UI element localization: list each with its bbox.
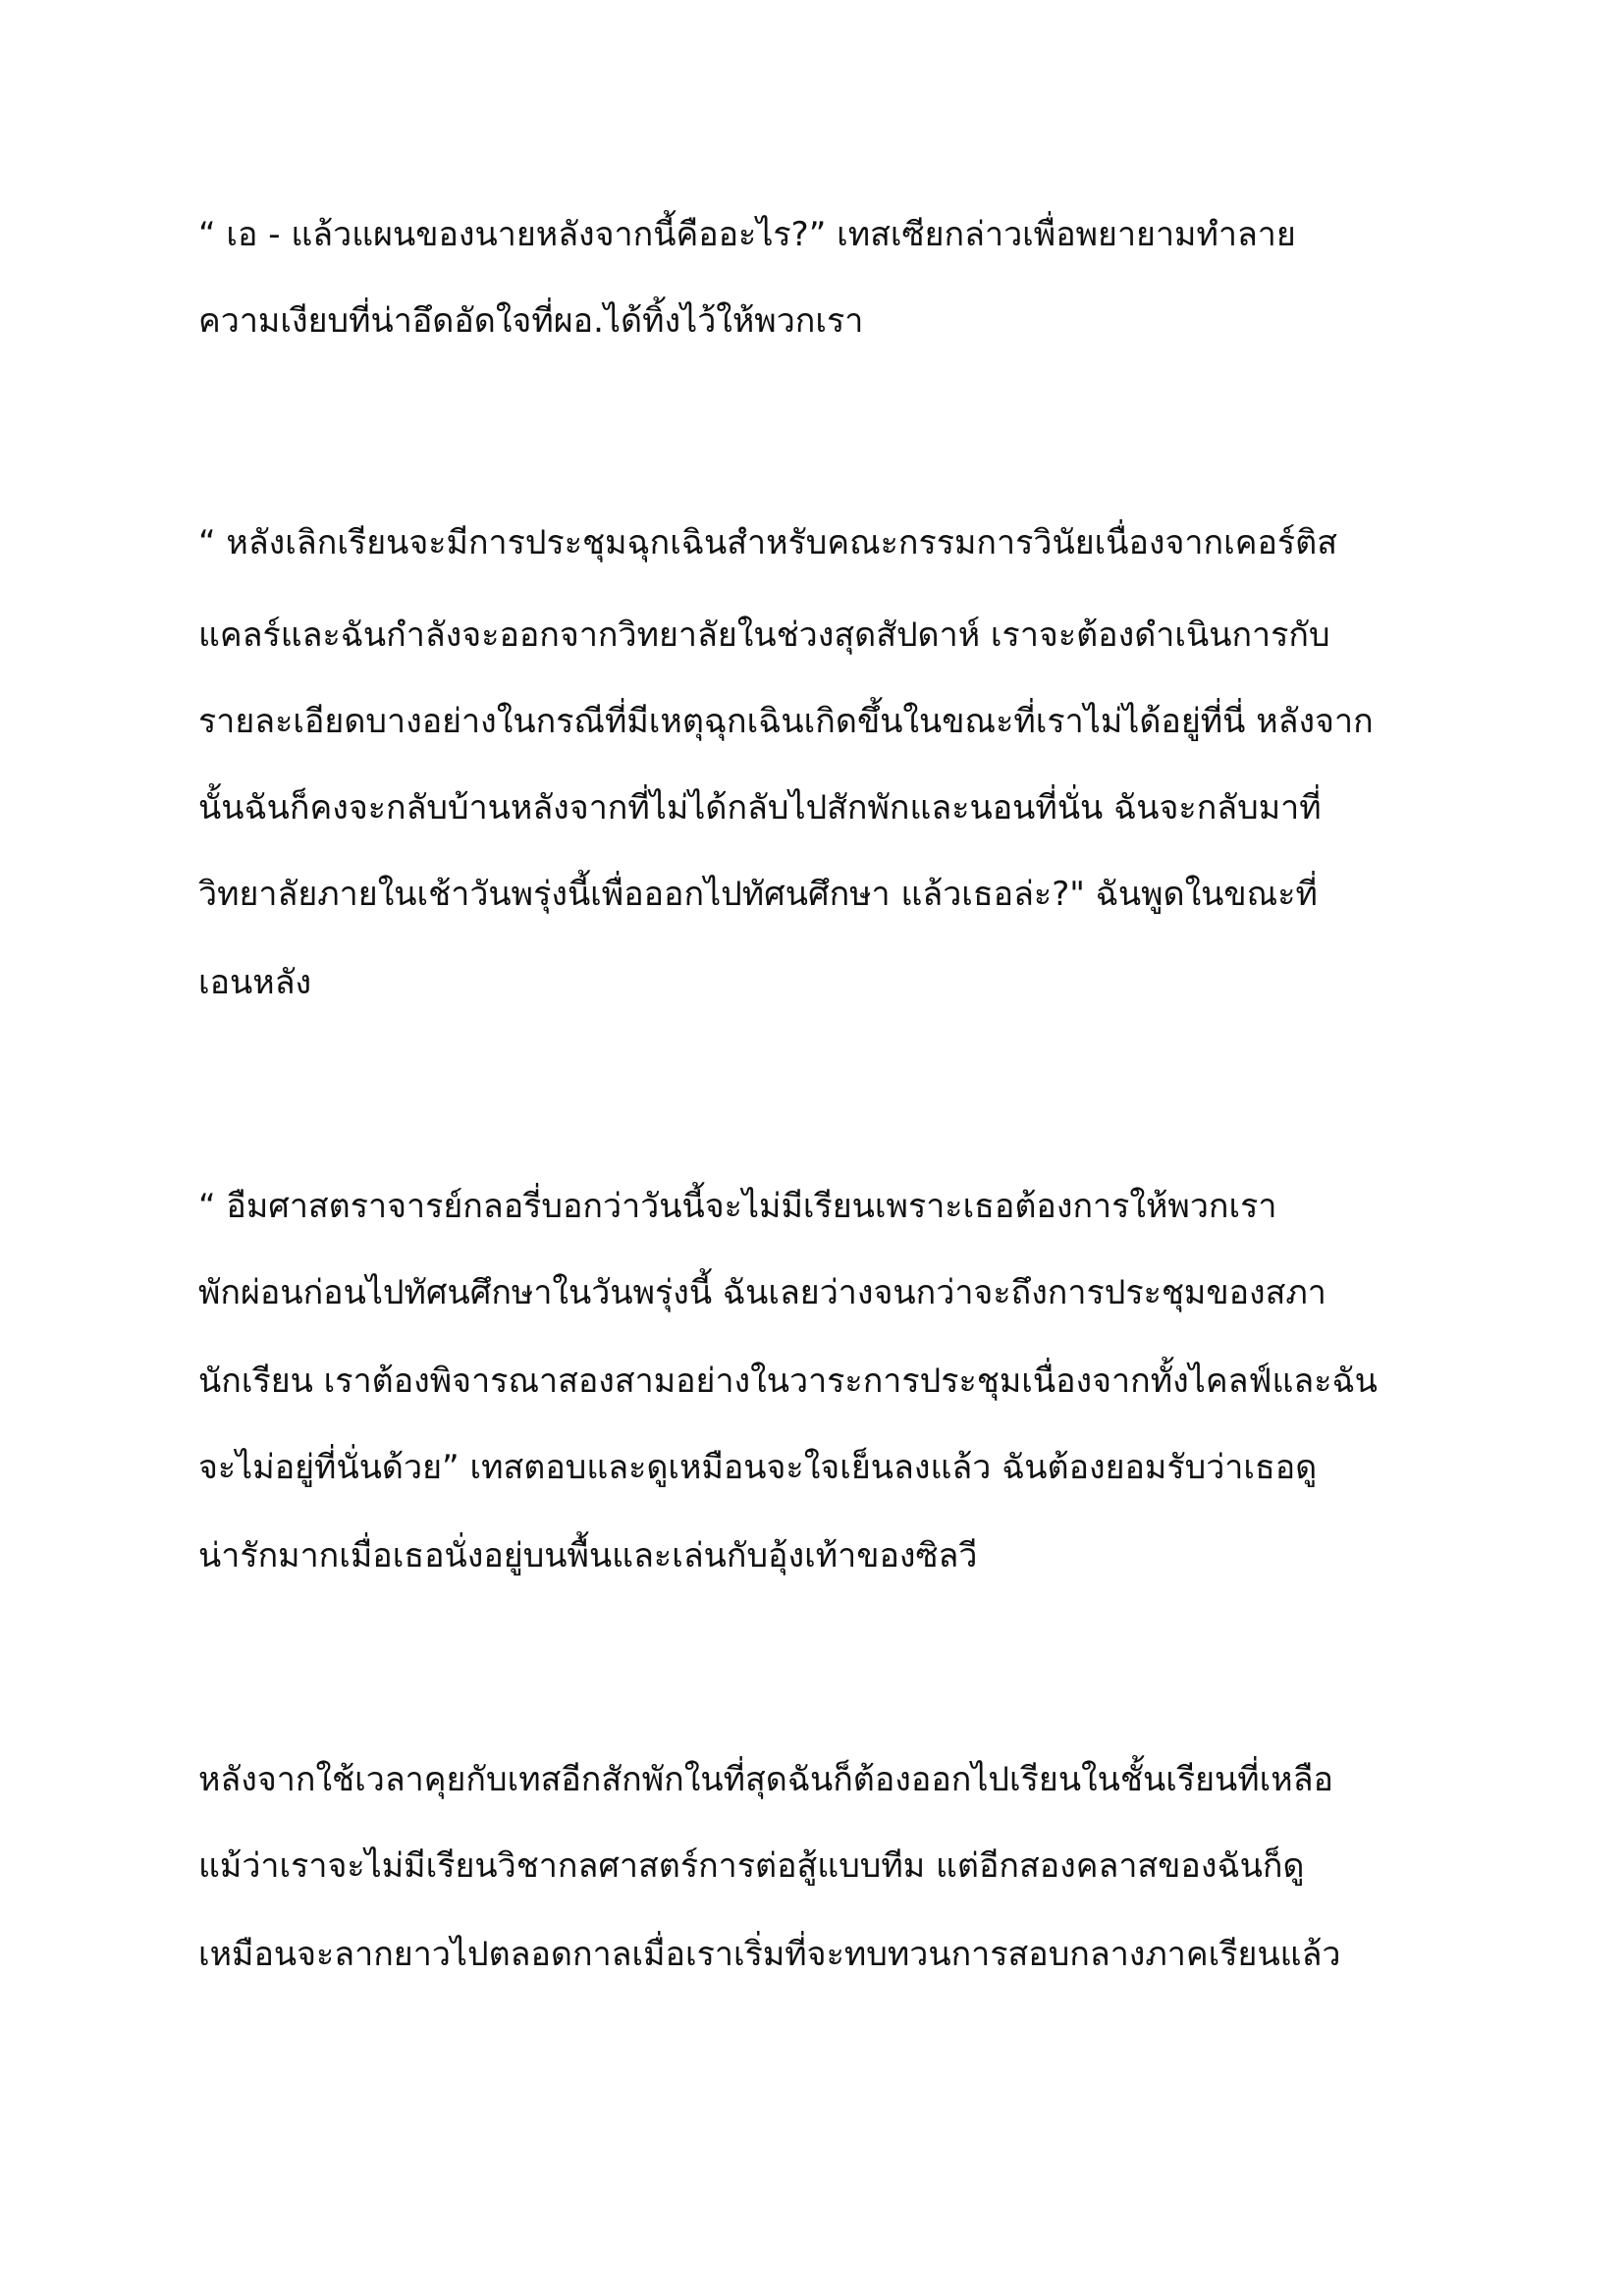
text-line: หลังจากใช้เวลาคุยกับเทสอีกสักพักในที่สุดฉันก็ต้องออกไปเรียนในชั้นเรียนที่เหลือ: [198, 1760, 1333, 1799]
text-line: พักผ่อนก่อนไปทัศนศึกษาในวันพรุ่งนี้ ฉันเลยว่างจนกว่าจะถึงการประชุมของสภา: [198, 1273, 1326, 1312]
text-line: ความเงียบที่น่าอึดอัดใจที่ผอ.ได้ทิ้งไว้ให้พวกเรา: [198, 301, 864, 341]
text-line: “ เอ - แล้วแผนของนายหลังจากนี้คืออะไร?” เทสเซียกล่าวเพื่อพยายามทำลาย: [198, 215, 1296, 254]
text-line: วิทยาลัยภายในเช้าวันพรุ่งนี้เพื่อออกไปทัศนศึกษา แล้วเธอล่ะ?" ฉันพูดในขณะที่: [198, 875, 1318, 914]
text-line: “ อืมศาสตราจารย์กลอรี่บอกว่าวันนี้จะไม่มีเรียนเพราะเธอต้องการให้พวกเรา: [198, 1187, 1277, 1226]
text-line: จะไม่อยู่ที่นั่นด้วย” เทสตอบและดูเหมือนจะใจเย็นลงแล้ว ฉันต้องยอมรับว่าเธอดู: [198, 1448, 1318, 1487]
text-line: เหมือนจะลากยาวไปตลอดกาลเมื่อเราเริ่มที่จะทบทวนการสอบกลางภาคเรียนแล้ว: [198, 1935, 1341, 1974]
text-line: เอนหลัง: [198, 963, 312, 1002]
text-line: “ หลังเลิกเรียนจะมีการประชุมฉุกเฉินสำหรับคณะกรรมการวินัยเนื่องจากเคอร์ติส: [198, 523, 1337, 562]
text-line: แม้ว่าเราจะไม่มีเรียนวิชากลศาสตร์การต่อสู้แบบทีม แต่อีกสองคลาสของฉันก็ดู: [198, 1846, 1305, 1886]
text-line: น่ารักมากเมื่อเธอนั่งอยู่บนพื้นและเล่นกับอุ้งเท้าของซิลวี: [198, 1536, 978, 1575]
text-line: นักเรียน เราต้องพิจารณาสองสามอย่างในวาระการประชุมเนื่องจากทั้งไคลฟ์และฉัน: [198, 1362, 1378, 1401]
text-line: รายละเอียดบางอย่างในกรณีที่มีเหตุฉุกเฉินเกิดขึ้นในขณะที่เราไม่ได้อยู่ที่นี่ หลังจาก: [198, 702, 1374, 741]
text-line: แคลร์และฉันกำลังจะออกจากวิทยาลัยในช่วงสุดสัปดาห์ เราจะต้องดำเนินการกับ: [198, 615, 1330, 655]
text-line: นั้นฉันก็คงจะกลับบ้านหลังจากที่ไม่ได้กลับไปสักพักและนอนที่นั่น ฉันจะกลับมาที่: [198, 788, 1322, 828]
